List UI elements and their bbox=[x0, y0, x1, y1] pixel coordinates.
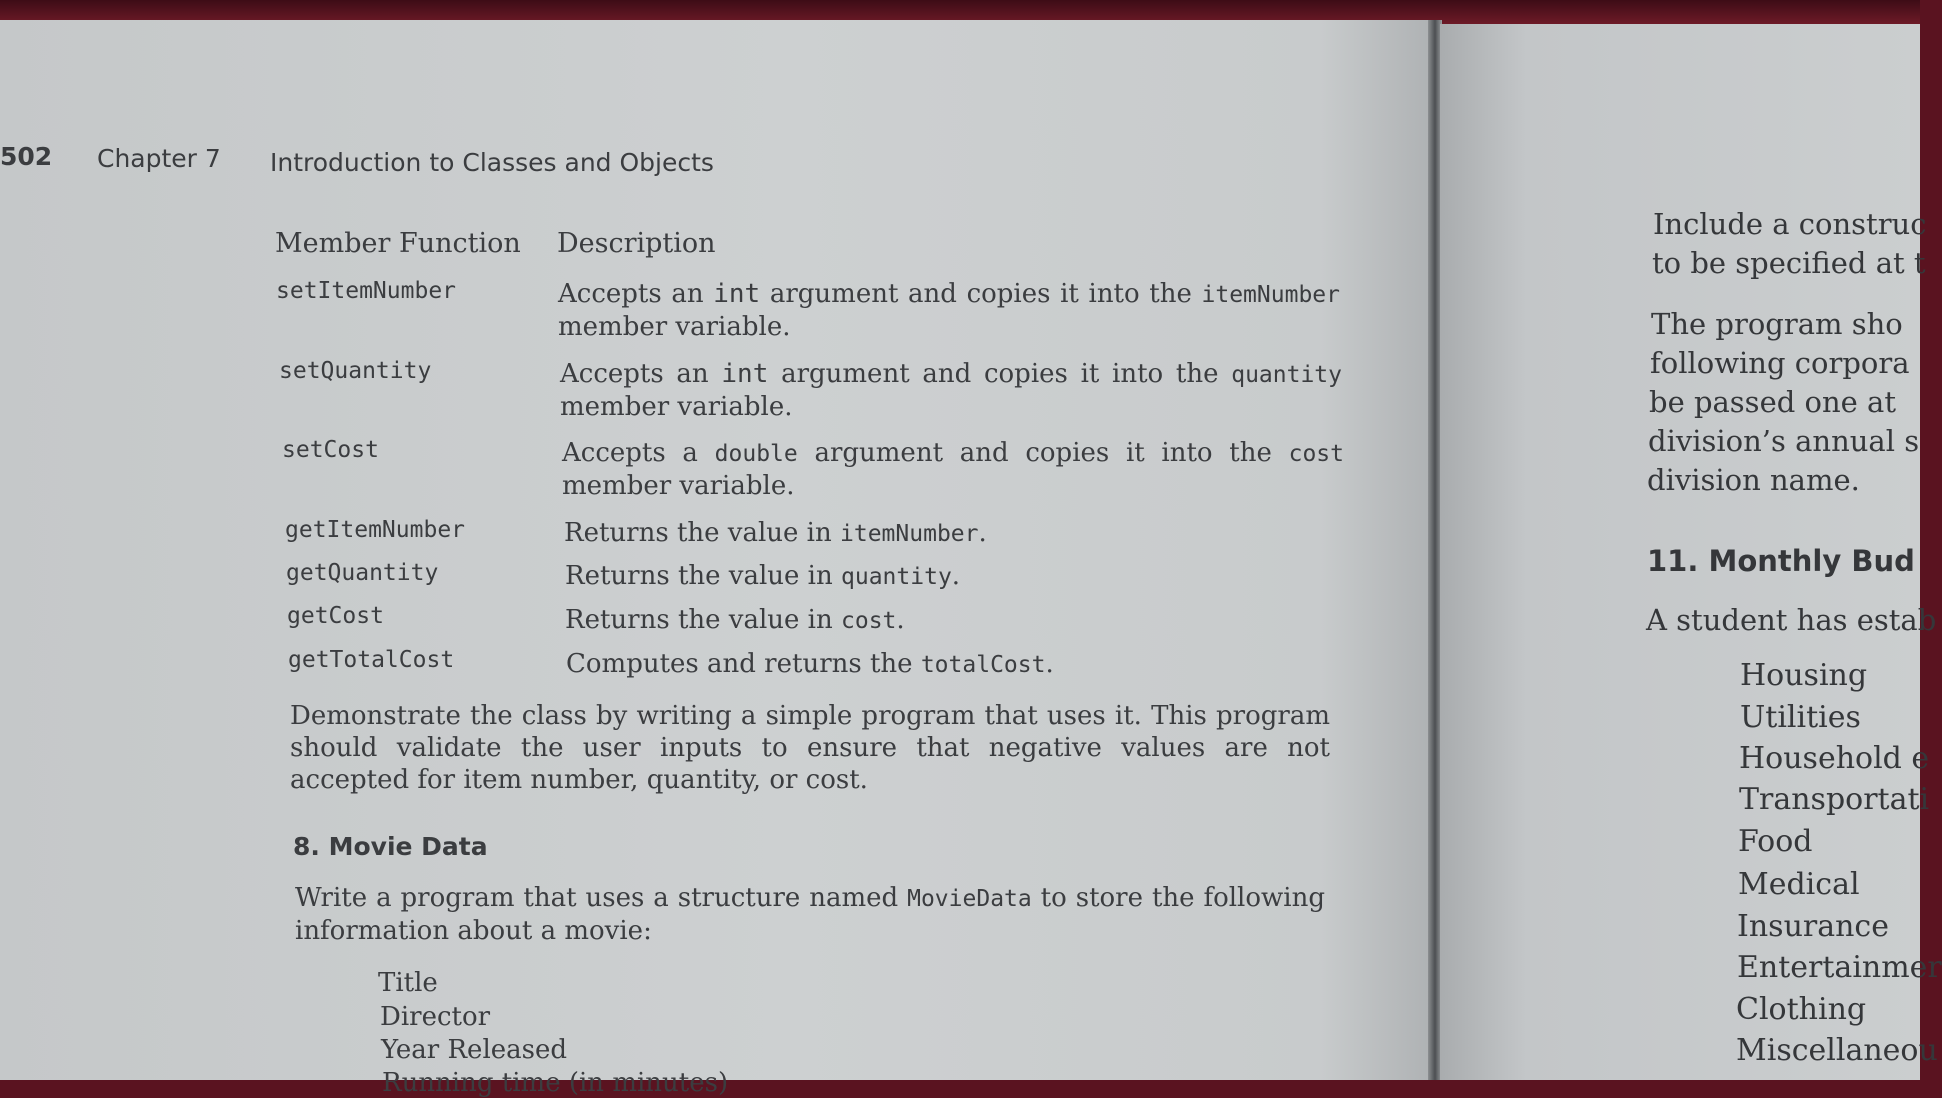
running-title: Introduction to Classes and Objects bbox=[270, 148, 714, 177]
demonstrate-paragraph: Demonstrate the class by writing a simple program that uses it. This program should validate the user inputs to ensure that negative values are not accepted for item number, quantity, or cost. bbox=[290, 701, 1330, 795]
movie-data-intro: Write a program that uses a structure named MovieData to store the following information about a movie: bbox=[295, 883, 1325, 946]
program-text-line: be passed one at bbox=[1649, 385, 1896, 419]
budget-category: Insurance bbox=[1737, 909, 1889, 944]
program-text-line: division’s annual s bbox=[1648, 424, 1920, 458]
right-page bbox=[1440, 24, 1942, 1080]
member-function-description: Returns the value in itemNumber. bbox=[564, 518, 987, 548]
table-header-description: Description bbox=[557, 228, 716, 259]
program-text-line: The program sho bbox=[1651, 307, 1903, 341]
budget-category: Miscellaneou bbox=[1736, 1033, 1938, 1068]
member-function-description: Computes and returns the totalCost. bbox=[566, 649, 1054, 679]
budget-category: Utilities bbox=[1740, 700, 1861, 735]
budget-category: Medical bbox=[1738, 867, 1860, 902]
member-function-description: Accepts an int argument and copies it into the quantity member variable. bbox=[560, 359, 1342, 422]
member-function-description: Returns the value in quantity. bbox=[565, 561, 961, 591]
list-item: Year Released bbox=[381, 1035, 568, 1065]
page-number: 502 bbox=[0, 142, 53, 171]
budget-intro: A student has estab bbox=[1646, 603, 1937, 637]
member-function-name: getCost bbox=[287, 603, 384, 629]
chapter-label: Chapter 7 bbox=[97, 144, 221, 173]
list-item: Running time (in minutes) bbox=[382, 1068, 729, 1098]
member-function-name: getTotalCost bbox=[288, 647, 455, 673]
member-function-name: setQuantity bbox=[279, 358, 432, 384]
section-heading-movie-data: 8. Movie Data bbox=[293, 832, 488, 861]
program-text-line: following corpora bbox=[1650, 346, 1910, 380]
table-header-member-function: Member Function bbox=[275, 228, 521, 259]
program-text-line: division name. bbox=[1647, 463, 1860, 497]
list-item: Director bbox=[380, 1002, 491, 1032]
budget-category: Entertainmer bbox=[1737, 950, 1942, 985]
budget-category: Clothing bbox=[1736, 992, 1867, 1027]
budget-category: Food bbox=[1738, 824, 1813, 859]
member-function-name: setItemNumber bbox=[276, 278, 457, 304]
member-function-name: getItemNumber bbox=[285, 517, 466, 543]
constructor-text-line: Include a construc bbox=[1653, 207, 1927, 241]
constructor-text-line: to be specified at t bbox=[1652, 246, 1926, 280]
member-function-name: setCost bbox=[282, 437, 379, 463]
left-page bbox=[0, 20, 1435, 1098]
member-function-description: Returns the value in cost. bbox=[565, 605, 905, 635]
member-function-description: Accepts a double argument and copies it into the cost member variable. bbox=[562, 438, 1344, 501]
budget-category: Transportati bbox=[1739, 782, 1930, 817]
budget-category: Household e bbox=[1739, 741, 1930, 776]
budget-category: Housing bbox=[1740, 658, 1868, 693]
member-function-name: getQuantity bbox=[286, 560, 439, 586]
member-function-description: Accepts an int argument and copies it into the itemNumber member variable. bbox=[558, 279, 1340, 342]
section-heading-monthly-budget: 11. Monthly Bud bbox=[1647, 544, 1915, 578]
list-item: Title bbox=[378, 968, 438, 998]
